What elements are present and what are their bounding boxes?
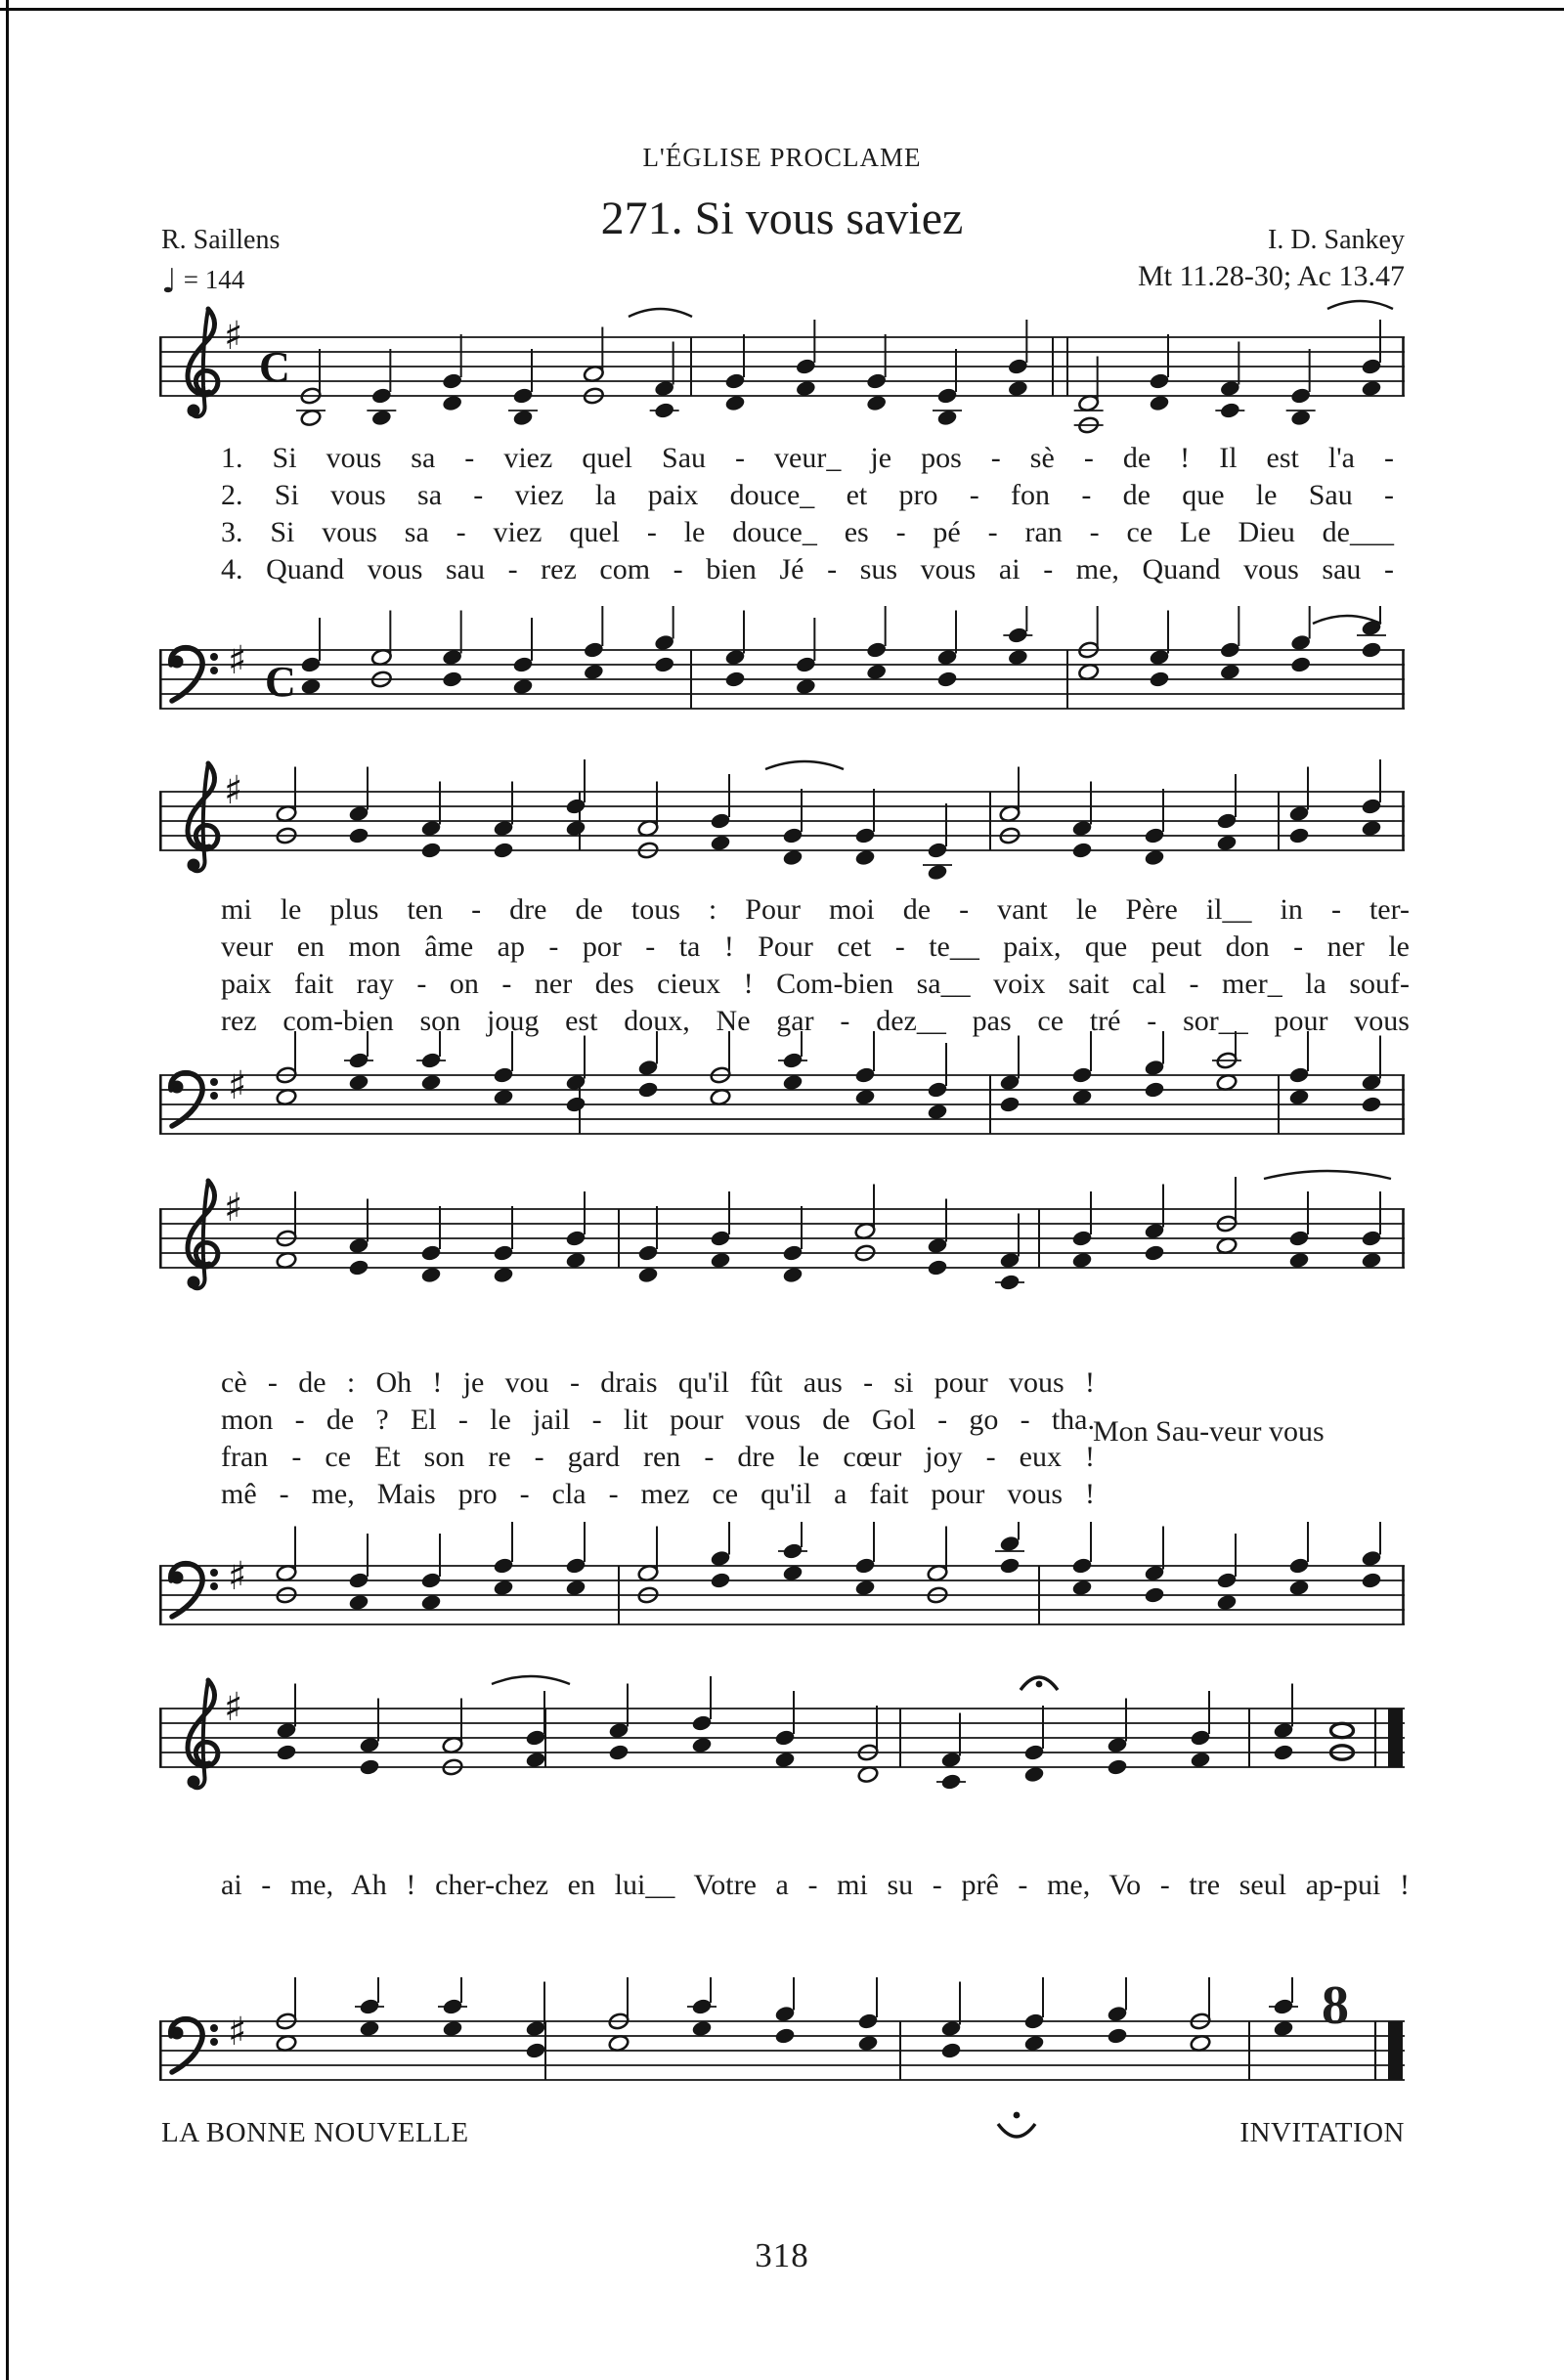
time-signature: C <box>265 658 296 706</box>
bass-clef-icon <box>171 2019 219 2072</box>
treble-staff-system-3 <box>159 1165 1405 1361</box>
page-scan-edge-left <box>6 0 9 2380</box>
slur <box>629 309 692 317</box>
bass-clef-icon <box>171 648 219 701</box>
lyrics-verse-4-line: rez com-bien son joug est doux, Ne gar - dez__ pas ce tré - sor__ pour vous <box>221 1005 1410 1037</box>
treble-clef-icon <box>188 309 218 417</box>
tempo-value: = 144 <box>183 265 245 294</box>
lyrics-verse-3-line: fran - ce Et son re - gard ren - dre le cœur joy - eux ! <box>221 1441 1095 1473</box>
treble-clef-icon <box>188 1680 218 1789</box>
lyrics-verse-2-line: 2. Si vous sa - viez la paix douce_ et pro - fon - de que le Sau - <box>221 479 1394 511</box>
slur <box>1264 1171 1391 1179</box>
treble-clef-icon <box>188 763 218 872</box>
key-signature-sharp-icon: ♯ <box>224 768 243 813</box>
key-signature-sharp-icon: ♯ <box>224 1186 243 1231</box>
lyrics-verse-2-line: veur en mon âme ap - por - ta ! Pour cet - te__ paix, que peut don - ner le <box>221 930 1410 963</box>
key-signature-sharp-icon: ♯ <box>224 1685 243 1730</box>
lyrics-verse-2-line: mon - de ? El - le jail - lit pour vous de Gol - go - tha. <box>221 1404 1095 1436</box>
lyrics-verse-3-line: 3. Si vous sa - viez quel - le douce_ es - pé - ran - ce Le Dieu de___ <box>221 516 1394 548</box>
hymn-title: 271. Si vous saviez <box>600 193 964 244</box>
lyrics-verse-4-line: 4. Quand vous sau - rez com - bien Jé - sus vous ai - me, Quand vous sau - <box>221 553 1394 585</box>
fermata-icon <box>998 2112 1035 2137</box>
lyrics-verse-1-line: 1. Si vous sa - viez quel Sau - veur_ je pos - sè - de ! Il est l'a - <box>221 442 1394 474</box>
slur <box>765 761 844 769</box>
page-scan-edge-top <box>0 8 1564 11</box>
bass-clef-icon <box>171 1564 219 1617</box>
key-signature-sharp-icon: ♯ <box>224 314 243 359</box>
refrain-pickup-lyric: Mon Sau-veur vous <box>1093 1415 1325 1448</box>
staff-notation <box>159 1165 1405 1361</box>
lyrics-system-2 <box>221 891 1410 1040</box>
octave-marking: 8 <box>1322 1975 1349 2036</box>
staff-notation <box>159 1665 1405 1860</box>
time-signature: C <box>259 343 290 391</box>
whole-note <box>1331 1723 1354 1737</box>
lyrics-system-4 <box>221 1867 1410 1904</box>
lyrics-system-1 <box>221 440 1394 588</box>
key-signature-sharp-icon: ♯ <box>228 1554 247 1599</box>
final-barline <box>1388 1709 1403 1767</box>
composer-credit: I. D. Sankey <box>1268 225 1405 255</box>
lyricist-credit: R. Saillens <box>161 225 281 255</box>
lyrics-refrain-line: ai - me, Ah ! cher-chez en lui__ Votre a - mi su - prê - me, Vo - tre seul ap-pui ! <box>221 1869 1410 1901</box>
treble-staff-system-4 <box>159 1665 1405 1860</box>
treble-clef-icon <box>188 1181 218 1289</box>
quarter-note-icon: ♩ <box>161 262 178 301</box>
key-signature-sharp-icon: ♯ <box>228 638 247 683</box>
bass-clef-icon <box>171 1073 219 1126</box>
fermata-icon <box>1021 1677 1058 1690</box>
key-signature-sharp-icon: ♯ <box>228 2010 247 2055</box>
final-barline <box>1388 2021 1403 2080</box>
lyrics-system-3 <box>221 1364 1095 1513</box>
lyrics-verse-1-line: mi le plus ten - dre de tous : Pour moi de - vant le Père il__ in - ter- <box>221 893 1410 926</box>
section-label-right: INVITATION <box>1239 2117 1405 2148</box>
collection-title: L'ÉGLISE PROCLAME <box>642 143 922 172</box>
lyrics-verse-4-line: mê - me, Mais pro - cla - mez ce qu'il a fait pour vous ! <box>221 1478 1095 1510</box>
key-signature-sharp-icon: ♯ <box>228 1063 247 1108</box>
section-label-left: LA BONNE NOUVELLE <box>161 2117 469 2148</box>
slur <box>492 1676 570 1684</box>
scripture-references: Mt 11.28-30; Ac 13.47 <box>1137 260 1405 292</box>
page-number: 318 <box>755 2236 809 2274</box>
lyrics-verse-3-line: paix fait ray - on - ner des cieux ! Com-bien sa__ voix sait cal - mer_ la souf- <box>221 968 1410 1000</box>
lyrics-verse-1-line: cè - de : Oh ! je vou - drais qu'il fût aus - si pour vous ! <box>221 1366 1095 1399</box>
slur <box>1327 301 1393 309</box>
